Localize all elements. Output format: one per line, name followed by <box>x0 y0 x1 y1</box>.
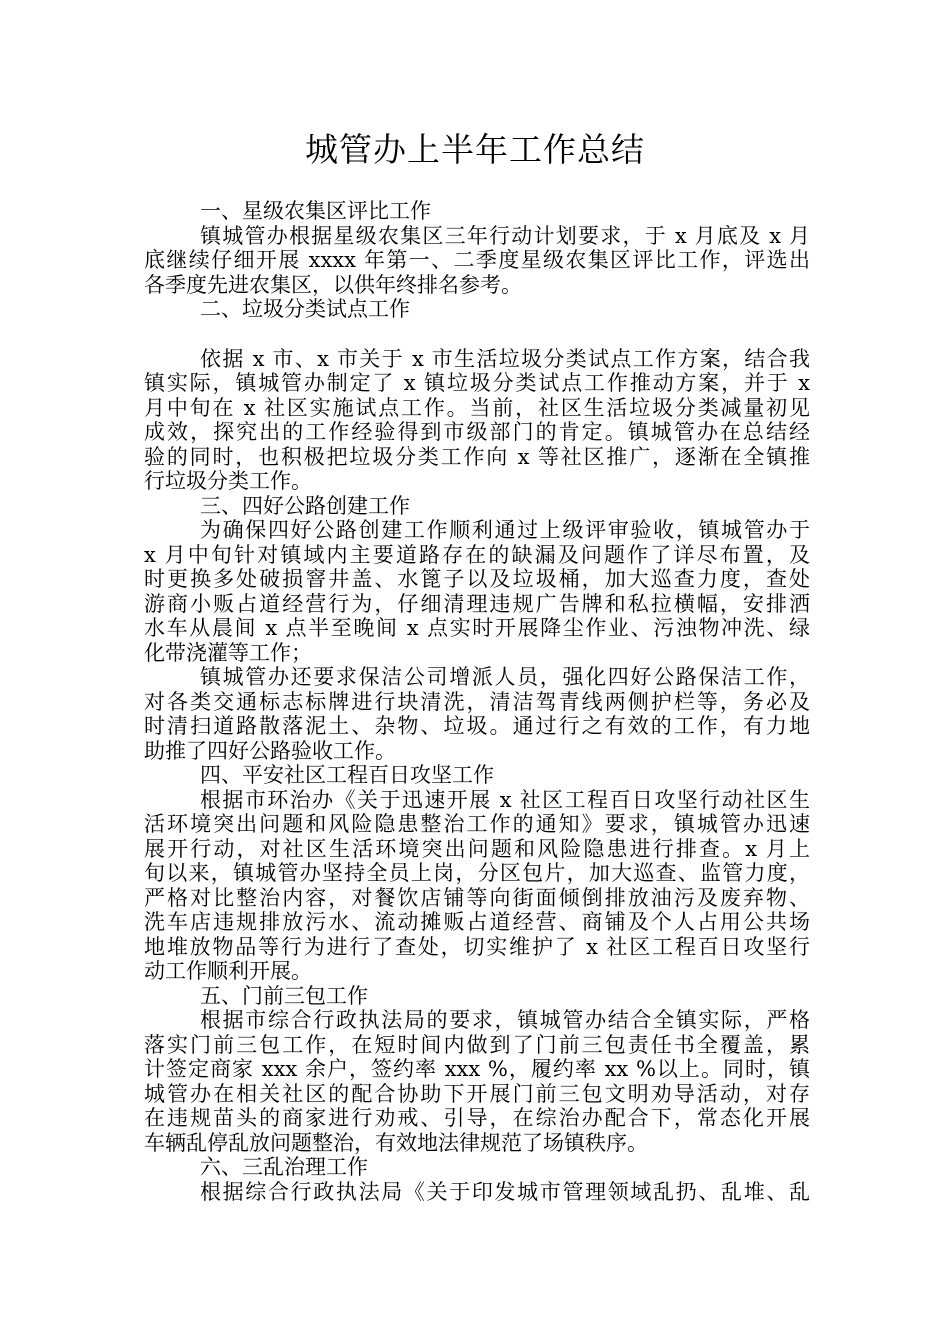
blank-line <box>144 322 810 347</box>
paragraph-line: 水车从晨间 x 点半至晚间 x 点实时开展降尘作业、污浊物冲洗、绿 <box>144 616 810 640</box>
paragraph-line: 时清扫道路散落泥土、杂物、垃圾。通过行之有效的工作，有力地 <box>144 714 810 738</box>
paragraph-line: 活环境突出问题和风险隐患整治工作的通知》要求，镇城管办迅速 <box>144 812 810 836</box>
section-heading: 六、三乱治理工作 <box>200 1155 368 1179</box>
paragraph-line: 为确保四好公路创建工作顺利通过上级评审验收，镇城管办于 <box>200 518 810 542</box>
paragraph-line: 严格对比整治内容，对餐饮店铺等向街面倾倒排放油污及废弃物、 <box>144 885 810 910</box>
paragraph-line: 验的同时，也积极把垃圾分类工作向 x 等社区推广，逐渐在全镇推 <box>144 444 810 469</box>
paragraph-line: 根据市环治办《关于迅速开展 x 社区工程百日攻坚行动社区生 <box>200 787 810 812</box>
section-heading: 一、星级农集区评比工作 <box>200 199 431 223</box>
document-body <box>144 199 810 1204</box>
paragraph-line: 展开行动，对社区生活环境突出问题和风险隐患进行排查。x 月上 <box>144 836 810 861</box>
paragraph-line: 行垃圾分类工作。 <box>144 469 312 493</box>
paragraph-line: 镇城管办根据星级农集区三年行动计划要求，于 x 月底及 x 月 <box>200 223 810 248</box>
paragraph-line: 在违规苗头的商家进行劝戒、引导，在综治办配合下，常态化开展 <box>144 1106 810 1130</box>
paragraph-line: 地堆放物品等行为进行了查处，切实维护了 x 社区工程百日攻坚行 <box>144 934 810 959</box>
paragraph-line: 依据 x 市、x 市关于 x 市生活垃圾分类试点工作方案，结合我 <box>200 346 810 371</box>
paragraph-line: 落实门前三包工作，在短时间内做到了门前三包责任书全覆盖，累 <box>144 1032 810 1057</box>
paragraph-line: x 月中旬针对镇域内主要道路存在的缺漏及问题作了详尽布置，及 <box>144 542 810 567</box>
paragraph-line: 月中旬在 x 社区实施试点工作。当前，社区生活垃圾分类减量初见 <box>144 395 810 420</box>
paragraph-line: 助推了四好公路验收工作。 <box>144 738 396 763</box>
paragraph-line: 计签定商家 xxx 余户，签约率 xxx %，履约率 xx %以上。同时，镇 <box>144 1057 810 1081</box>
paragraph-line: 游商小贩占道经营行为，仔细清理违规广告牌和私拉横幅，安排洒 <box>144 591 810 616</box>
paragraph-line: 城管办在相关社区的配合协助下开展门前三包文明劝导活动，对存 <box>144 1081 810 1106</box>
paragraph-line: 根据综合行政执法局《关于印发城市管理领域乱扔、乱堆、乱 <box>200 1179 810 1204</box>
paragraph-line: 镇城管办还要求保洁公司增派人员，强化四好公路保洁工作， <box>200 665 810 689</box>
paragraph-line: 车辆乱停乱放问题整治，有效地法律规范了场镇秩序。 <box>144 1130 648 1155</box>
paragraph-line: 各季度先进农集区，以供年终排名参考。 <box>144 272 522 297</box>
section-heading: 五、门前三包工作 <box>200 983 368 1008</box>
paragraph-line: 化带浇灌等工作； <box>144 640 312 665</box>
paragraph-line: 旬以来，镇城管办坚持全员上岗，分区包片，加大巡查、监管力度， <box>144 861 810 885</box>
paragraph-line: 镇实际，镇城管办制定了 x 镇垃圾分类试点工作推动方案，并于 x <box>144 371 810 395</box>
paragraph-line: 根据市综合行政执法局的要求，镇城管办结合全镇实际，严格 <box>200 1008 810 1032</box>
paragraph-line: 动工作顺利开展。 <box>144 959 312 983</box>
document-title: 城管办上半年工作总结 <box>305 130 645 169</box>
section-heading: 四、平安社区工程百日攻坚工作 <box>200 763 494 787</box>
paragraph-line: 洗车店违规排放污水、流动摊贩占道经营、商铺及个人占用公共场 <box>144 910 810 934</box>
paragraph-line: 成效，探究出的工作经验得到市级部门的肯定。镇城管办在总结经 <box>144 420 810 444</box>
section-heading: 三、四好公路创建工作 <box>200 493 410 518</box>
paragraph-line: 对各类交通标志标牌进行块清洗，清洁驾青线两侧护栏等，务必及 <box>144 689 810 714</box>
section-heading: 二、垃圾分类试点工作 <box>200 297 410 321</box>
paragraph-line: 时更换多处破损窨井盖、水篦子以及垃圾桶，加大巡查力度，查处 <box>144 567 810 591</box>
paragraph-line: 底继续仔细开展 xxxx 年第一、二季度星级农集区评比工作，评选出 <box>144 248 810 272</box>
